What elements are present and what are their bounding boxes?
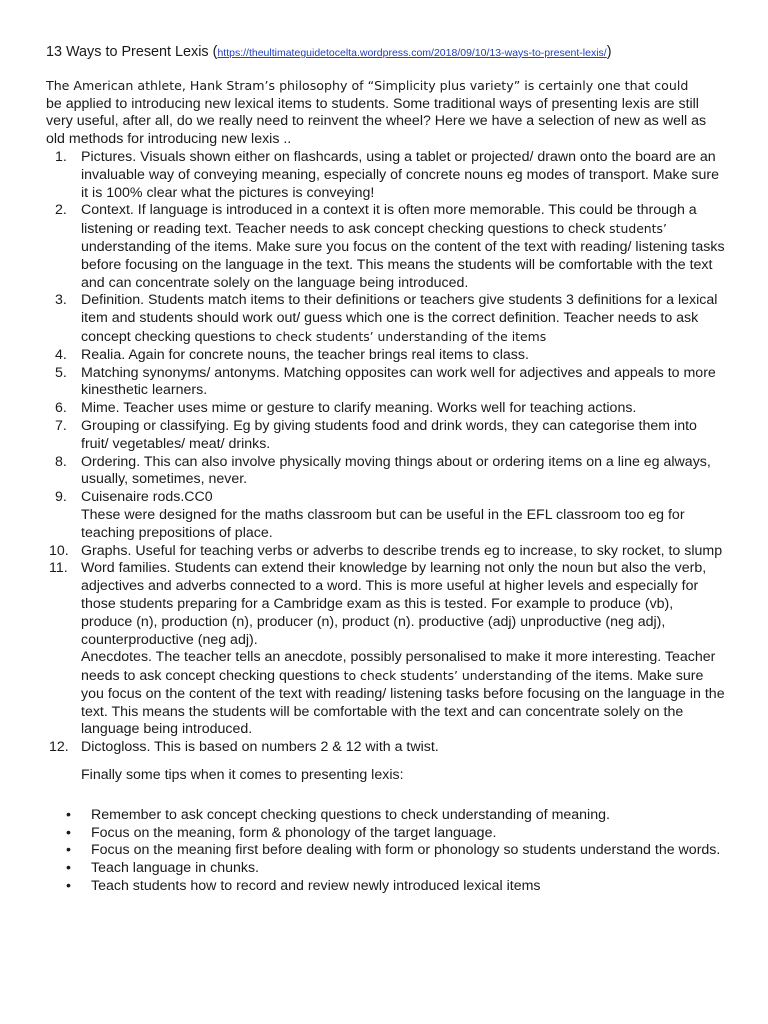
item-number: 8. xyxy=(55,453,67,470)
methods-list xyxy=(46,149,728,757)
item-text: Mime. Teacher uses mime or gesture to clarify meaning. Works well for teaching actions. xyxy=(81,400,637,417)
list-item xyxy=(46,347,728,365)
item-number: 5. xyxy=(55,364,67,381)
list-item xyxy=(46,489,728,542)
bullet-icon: • xyxy=(66,824,71,841)
source-link[interactable]: https://theultimateguidetocelta.wordpress.com/2018/09/10/13-ways-to-present-lexis/ xyxy=(217,47,607,59)
bullet-icon: • xyxy=(66,860,71,877)
list-item xyxy=(46,400,728,418)
list-item xyxy=(46,418,728,454)
bullet-icon: • xyxy=(66,842,71,859)
item-number: 2. xyxy=(55,202,67,219)
sub-text-alt-font: to check students’ understanding xyxy=(343,668,553,684)
tip-item xyxy=(46,825,728,843)
item-sub-paragraph: These were designed for the maths classroom but can be useful in the EFL classroom too eg for teaching prepositions of place. xyxy=(81,506,685,541)
item-sub-paragraph xyxy=(81,649,728,739)
item-text: Word families. Students can extend their knowledge by learning not only the noun but also the verb, adjectives and adverbs connected to a word. This is more useful at higher levels and especially for those students preparing for a Cambridge exam as this is tested. For example to produce (vb), produce (n), production (n), producer (n), product (n). productive (adj) unproductive (neg adj), counterproductive (neg adj). xyxy=(81,560,707,648)
item-number: 1. xyxy=(55,148,67,165)
tip-text: Teach language in chunks. xyxy=(91,860,260,877)
list-item xyxy=(46,543,728,561)
list-item xyxy=(46,292,728,346)
item-text: Definition. Students match items to their definitions or teachers give students 3 definitions for a lexical item and students should work out/ guess which one is the correct definition. Teacher needs to ask concept checking questions xyxy=(81,292,718,345)
bullet-icon: • xyxy=(66,878,71,895)
bullet-icon: • xyxy=(66,806,71,823)
item-text: Context. If language is introduced in a context it is often more memorable. This could be through a listening or reading text. Teacher needs to ask concept checking questions to check xyxy=(81,202,697,238)
sub-text-cont: of the items. Make sure you focus on the content of the text with reading/ listening tasks before focusing on the language in the text. This means the students will be comfortable with the text and can concentrate solely on the language being introduced. xyxy=(81,668,725,738)
document-title xyxy=(46,44,728,63)
tip-text: Focus on the meaning, form & phonology of the target language. xyxy=(91,824,497,841)
sub-text: Anecdotes. The teacher tells an anecdote, possibly personalised to make it more interesting. Teacher needs to ask concept checking questions xyxy=(81,649,716,685)
item-text-cont: understanding of the items. Make sure you focus on the content of the text with reading/ listening tasks before focusing on the language in the text. This means the students will be comfortable with the text and can concentrate solely on the language being introduced. xyxy=(81,238,725,291)
list-item xyxy=(46,560,728,739)
item-text-alt-font: to check students’ understanding of the items xyxy=(259,328,547,344)
title-text: 13 Ways to Present Lexis ( xyxy=(46,44,218,60)
intro-paragraph xyxy=(46,77,728,149)
item-number: 12. xyxy=(49,739,69,756)
tip-text: Remember to ask concept checking questions to check understanding of meaning. xyxy=(91,806,610,823)
intro-rest: be applied to introducing new lexical items to students. Some traditional ways of presenting lexis are still very useful, after all, do we really need to reinvent the wheel? Here we have a selection of new as well as old methods for introducing new lexis .. xyxy=(46,95,707,148)
item-text: Realia. Again for concrete nouns, the teacher brings real items to class. xyxy=(81,346,529,363)
title-close: ) xyxy=(606,44,612,60)
list-item xyxy=(46,365,728,401)
tip-item xyxy=(46,878,728,896)
tip-text: Focus on the meaning first before dealing with form or phonology so students understand the words. xyxy=(91,842,721,859)
item-number: 6. xyxy=(55,400,67,417)
tips-intro: Finally some tips when it comes to presenting lexis: xyxy=(81,767,404,784)
intro-quote-line: The American athlete, Hank Stram’s philosophy of “Simplicity plus variety” is certainly one that could xyxy=(46,77,689,93)
item-number: 9. xyxy=(55,489,67,506)
tips-list xyxy=(46,807,728,896)
item-number: 10. xyxy=(49,542,69,559)
tip-item xyxy=(46,842,728,860)
tip-text: Teach students how to record and review newly introduced lexical items xyxy=(91,878,541,895)
tip-item xyxy=(46,807,728,825)
list-item xyxy=(46,202,728,292)
list-item xyxy=(46,149,728,202)
list-item xyxy=(46,739,728,757)
item-text: Pictures. Visuals shown either on flashcards, using a tablet or projected/ drawn onto the board are an invaluable way of conveying meaning, especially of concrete nouns eg modes of transport. Make sure it is 100% clear what the pictures is conveying! xyxy=(81,148,720,201)
item-number: 3. xyxy=(55,292,67,309)
item-text: Graphs. Useful for teaching verbs or adverbs to describe trends eg to increase, to sky rocket, to slump xyxy=(81,542,723,559)
tip-item xyxy=(46,860,728,878)
item-number: 7. xyxy=(55,417,67,434)
item-text: Dictogloss. This is based on numbers 2 & 12 with a twist. xyxy=(81,739,439,756)
item-text: Ordering. This can also involve physically moving things about or ordering items on a line eg always, usually, sometimes, never. xyxy=(81,453,711,488)
item-text: Matching synonyms/ antonyms. Matching opposites can work well for adjectives and appeals to more kinesthetic learners. xyxy=(81,364,716,399)
item-text: Cuisenaire rods.CC0 xyxy=(81,489,213,506)
item-text: Grouping or classifying. Eg by giving students food and drink words, they can categorise them into fruit/ vegetables/ meat/ drinks. xyxy=(81,417,697,452)
item-number: 11. xyxy=(49,560,68,577)
item-number: 4. xyxy=(55,346,67,363)
list-item xyxy=(46,454,728,490)
item-text-alt-font: students’ xyxy=(609,221,667,237)
